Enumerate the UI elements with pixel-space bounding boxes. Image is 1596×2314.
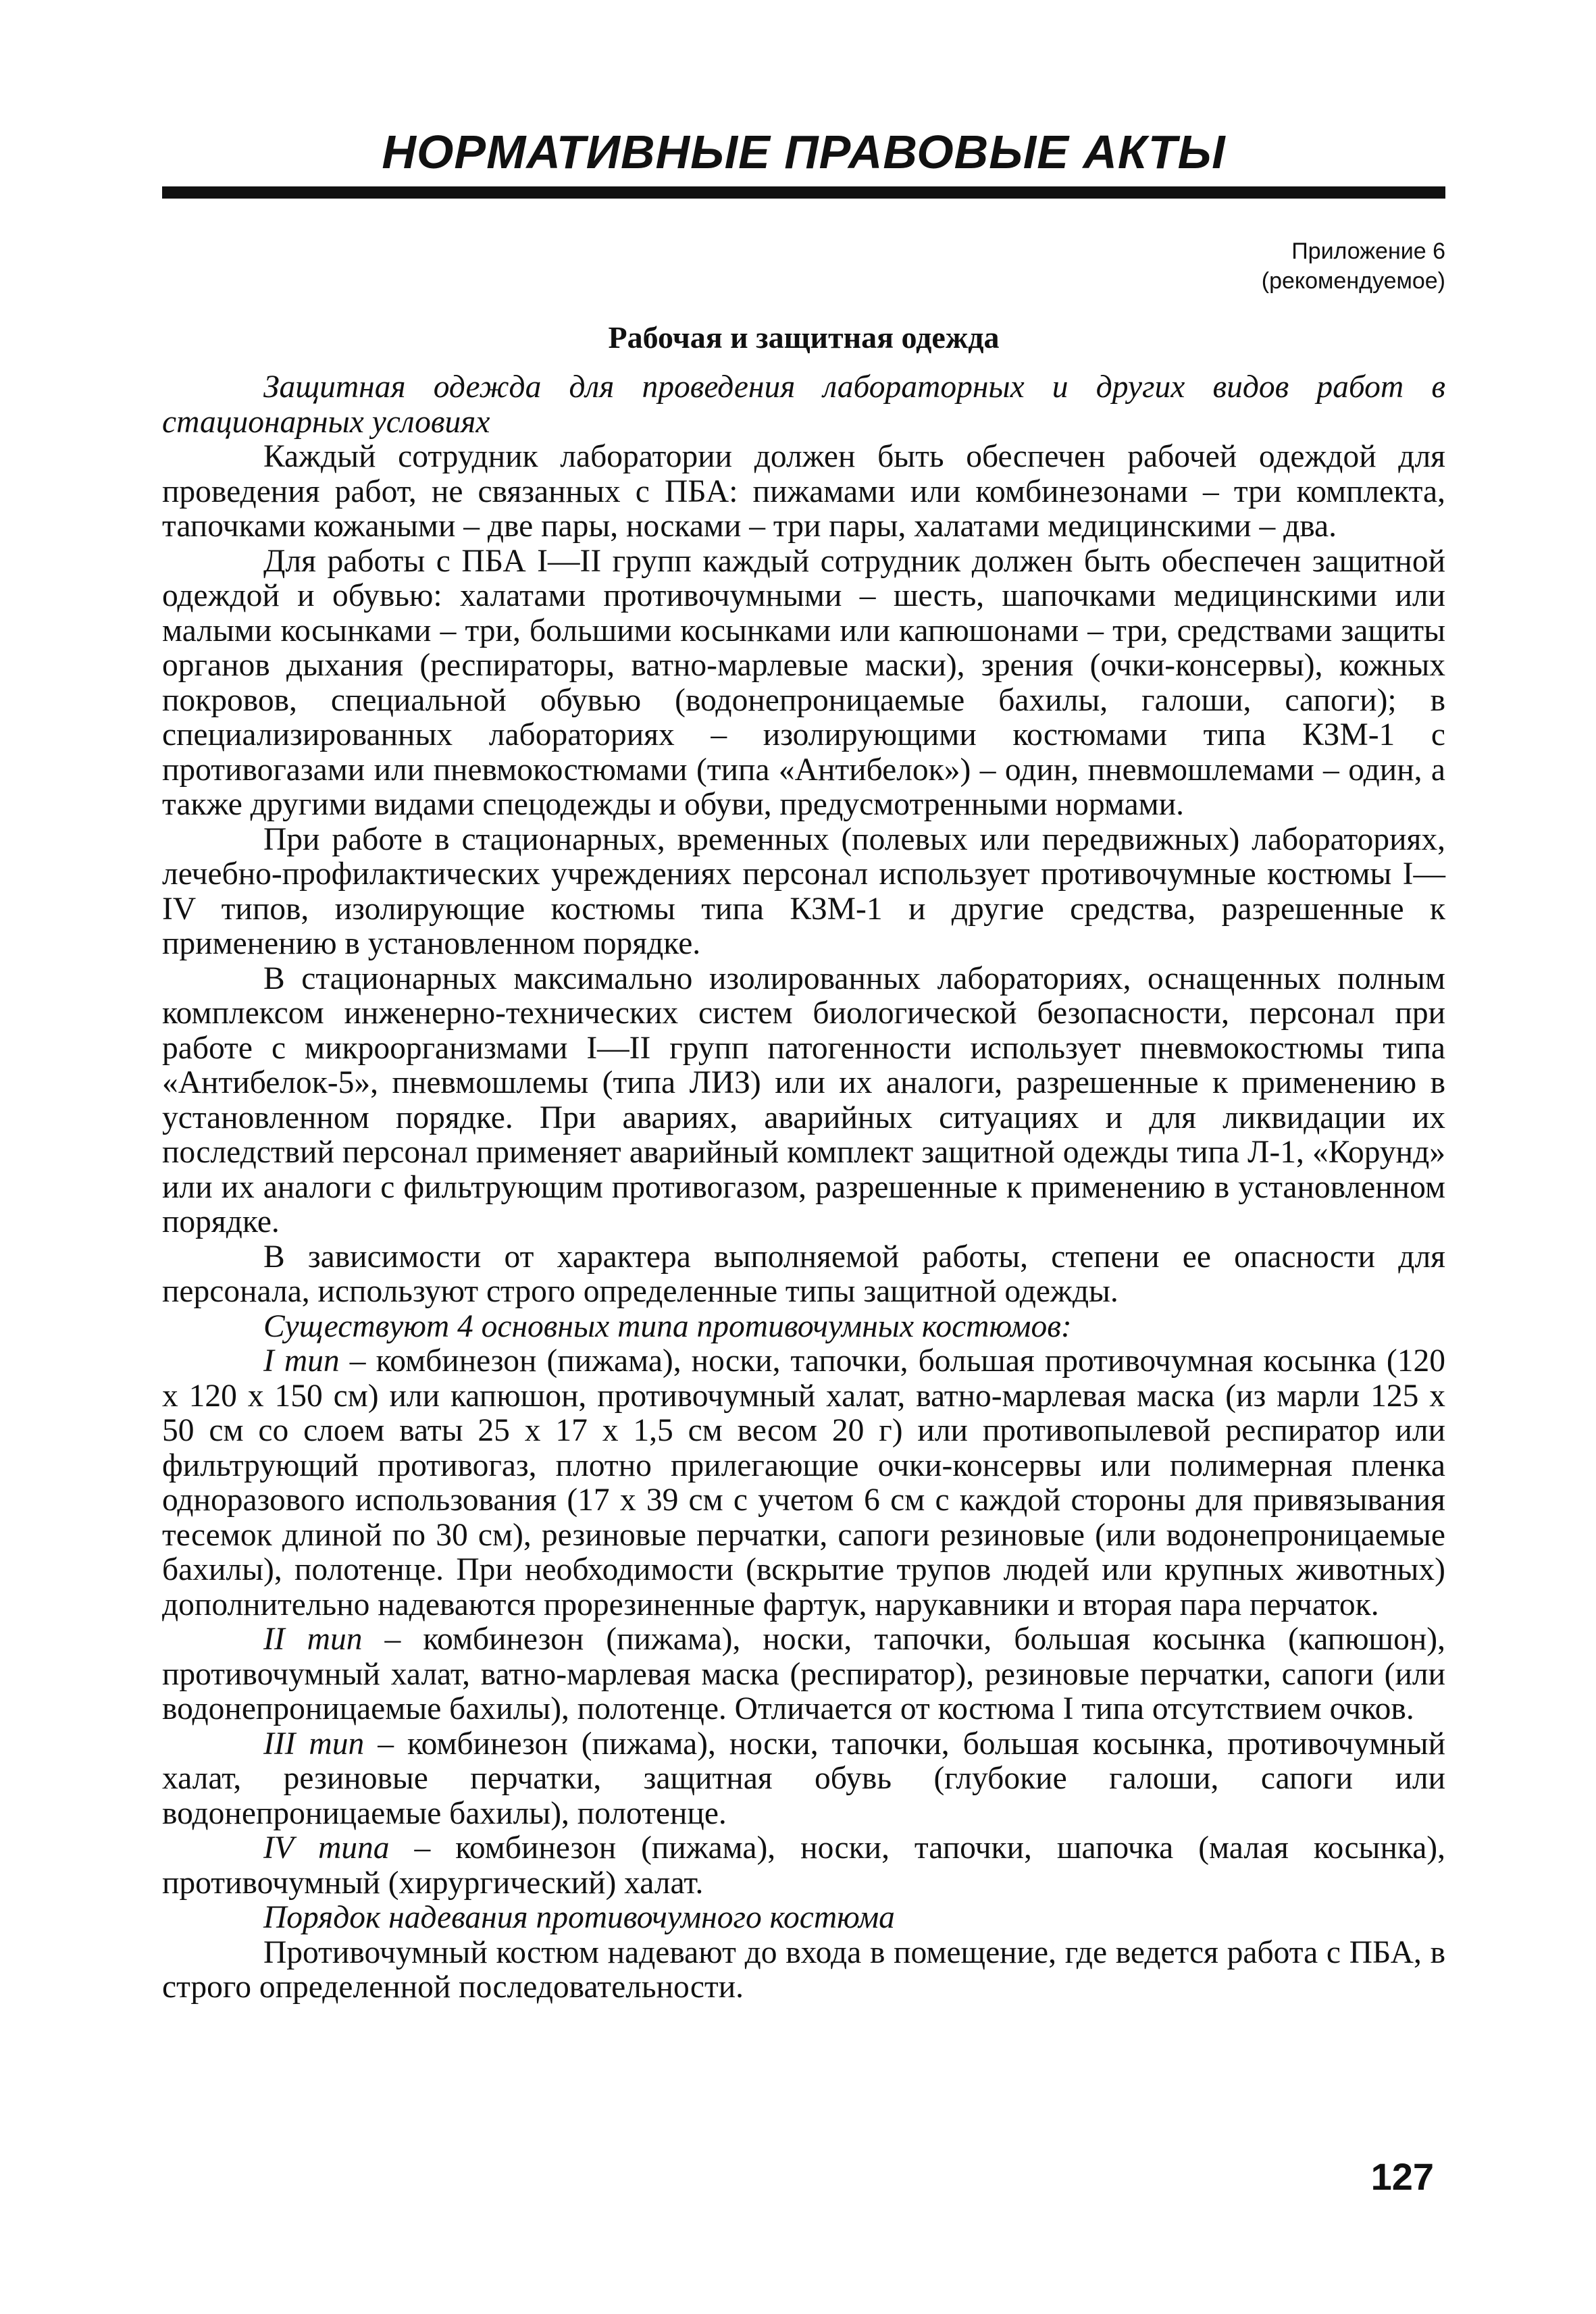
- paragraph: При работе в стационарных, временных (полевых или передвижных) лабораториях, лечебно-профилактических учреждениях персонал использует противочумные костюмы I—IV типов, изолирующие костюмы типа КЗМ-1 и другие средства, разрешенные к применению в установленном порядке.: [162, 821, 1445, 961]
- appendix-status: (рекомендуемое): [1261, 268, 1445, 294]
- page-number: 127: [1370, 2155, 1434, 2198]
- paragraph: В стационарных максимально изолированных лабораториях, оснащенных полным комплексом инженерно-технических систем биологической безопасности, персонал при работе с микроорганизмами I—II групп патогенности использует пневмокостюмы типа «Антибелок-5», пневмошлемы (типа ЛИЗ) или их аналоги, разрешенные к применению в установленном порядке. При авариях, аварийных ситуациях и для ликвидации их последствий персонал применяет аварийный комплект защитной одежды типа Л-1, «Корунд» или их аналоги с фильтрующим противогазом, разрешенные к применению в установленном порядке.: [162, 960, 1445, 1239]
- type-label: II тип: [263, 1622, 363, 1657]
- type-description: – комбинезон (пижама), носки, тапочки, большая косынка (капюшон), противочумный халат, ватно-марлевая маска (респиратор), резиновые перчатки, сапоги (или водонепроницаемые бахилы), полотенце. Отличается от костюма I типа отсутствием очков.: [162, 1622, 1445, 1726]
- paragraph: Для работы с ПБА I—II групп каждый сотрудник должен быть обеспечен защитной одеждой и обувью: халатами противочумными – шесть, шапочками медицинскими или малыми косынками – три, большими косынками или капюшонами – три, средствами защиты органов дыхания (респираторы, ватно-марлевые маски), зрения (очки-консервы), кожных покровов, специальной обувью (водонепроницаемые бахилы, галоши, сапоги); в специализированных лабораториях – изолирующими костюмами типа КЗМ-1 с противогазами или пневмокостюмами (типа «Антибелок») – один, пневмошлемами – один, а также другими видами спецодежды и обуви, предусмотренными нормами.: [162, 543, 1445, 822]
- type-description: – комбинезон (пижама), носки, тапочки, шапочка (малая косынка), противочумный (хирургический) халат.: [162, 1830, 1446, 1901]
- paragraph: Противочумный костюм надевают до входа в помещение, где ведется работа с ПБА, в строго определенной последовательности.: [162, 1934, 1445, 2005]
- appendix-number: Приложение 6: [1291, 238, 1445, 264]
- type-description: – комбинезон (пижама), носки, тапочки, большая противочумная косынка (120 х 120 х 150 см) или капюшон, противочумный халат, ватно-марлевая маска (из марли 125 х 50 см со слоем ваты 25 х 17 х 1,5 см весом 20 г) или противопылевой респиратор или фильтрующий противогаз, плотно прилегающие очки-консервы или полимерная пленка одноразового использования (17 х 39 см с учетом 6 см с каждой стороны для привязывания тесемок длиной по 30 см), резиновые перчатки, сапоги резиновые (или водонепроницаемые бахилы), полотенце. При необходимости (вскрытие трупов людей или крупных животных) дополнительно надеваются прорезиненные фартук, нарукавники и вторая пара перчаток.: [162, 1343, 1445, 1622]
- header-title: НОРМАТИВНЫЕ ПРАВОВЫЕ АКТЫ: [382, 126, 1226, 178]
- subheading-donning-order: Порядок надевания противочумного костюма: [263, 1900, 895, 1935]
- paragraph-intro-heading: Защитная одежда для проведения лабораторных и других видов работ в стационарных условиях: [162, 369, 1445, 440]
- type-description: – комбинезон (пижама), носки, тапочки, большая косынка, противочумный халат, резиновые перчатки, защитная обувь (глубокие галоши, сапоги или водонепроницаемые бахилы), полотенце.: [162, 1726, 1445, 1831]
- section-title: Рабочая и защитная одежда: [608, 320, 1000, 355]
- type-label: I тип: [263, 1343, 340, 1379]
- paragraph-type-3: [162, 1727, 1445, 1832]
- appendix-label: [1262, 236, 1445, 296]
- paragraph-type-4: [162, 1831, 1445, 1901]
- running-header: [162, 122, 1445, 199]
- type-label: III тип: [263, 1726, 365, 1762]
- paragraph-type-1: [162, 1344, 1445, 1622]
- subheading-costume-types: Существуют 4 основных типа противочумных костюмов:: [263, 1308, 1072, 1344]
- paragraph-type-2: [162, 1622, 1445, 1727]
- paragraph: В зависимости от характера выполняемой работы, степени ее опасности для персонала, используют строго определенные типы защитной одежды.: [162, 1239, 1445, 1309]
- body-text: [162, 370, 1445, 2005]
- type-label: IV типа: [263, 1830, 390, 1866]
- header-rule: [162, 186, 1445, 199]
- paragraph: Каждый сотрудник лаборатории должен быть обеспечен рабочей одеждой для проведения работ, не связанных с ПБА: пижамами или комбинезонами – три комплекта, тапочками кожаными – две пары, носками – три пары, халатами медицинскими – два.: [162, 439, 1445, 544]
